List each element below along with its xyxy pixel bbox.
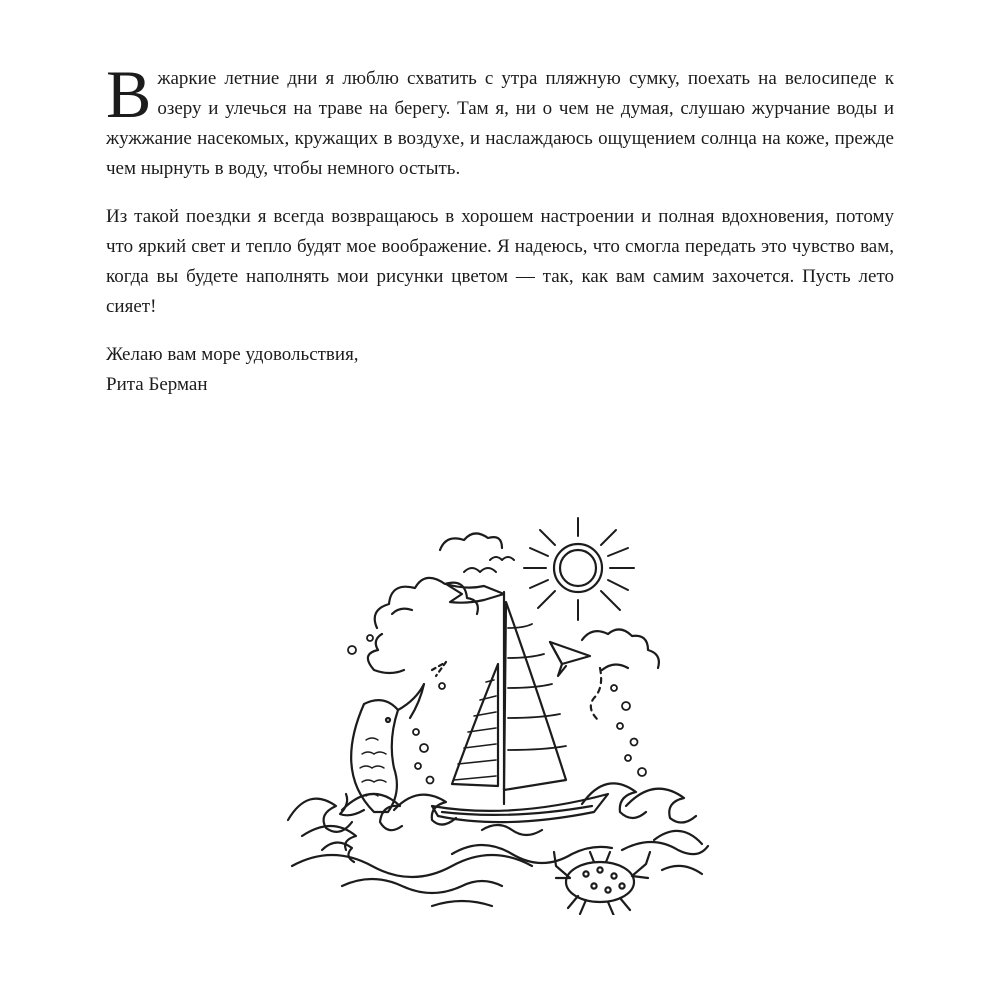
signoff-wish: Желаю вам море удовольствия,: [106, 344, 359, 365]
text-block: [106, 56, 894, 400]
intro-text: жаркие летние дни я люблю схватить с утра пляжную сумку, поехать на велосипеде к озеру и улечься на траве на берегу. Там я, ни о чем не думая, слушаю журчание воды и жужжание насекомых, кружащих в воздухе, и наслаждаюсь ощущением солнца на коже, прежде чем нырнуть в воду, чтобы немного остыть.: [106, 68, 894, 179]
signoff-author: Рита Берман: [106, 374, 208, 395]
wave-icon: [288, 783, 708, 906]
paper-plane-icon: [550, 642, 601, 720]
drop-cap: В: [106, 56, 152, 132]
sailboat-icon: [432, 584, 608, 822]
crab-icon: [554, 852, 650, 915]
sun-icon: [524, 518, 634, 620]
cloud-icon: [368, 533, 659, 673]
bird-icon: [464, 557, 514, 572]
second-paragraph: Из такой поездки я всегда возвращаюсь в хорошем настроении и полная вдохновения, потому что яркий свет и тепло будят мое воображение. Я надеюсь, что смогла передать это чувство вам, когда вы будете наполнять мои рисунки цветом — так, как вам самим захочется. Пусть лето сияет!: [106, 206, 894, 317]
intro-paragraph: [106, 56, 894, 184]
summer-illustration: [282, 510, 712, 915]
